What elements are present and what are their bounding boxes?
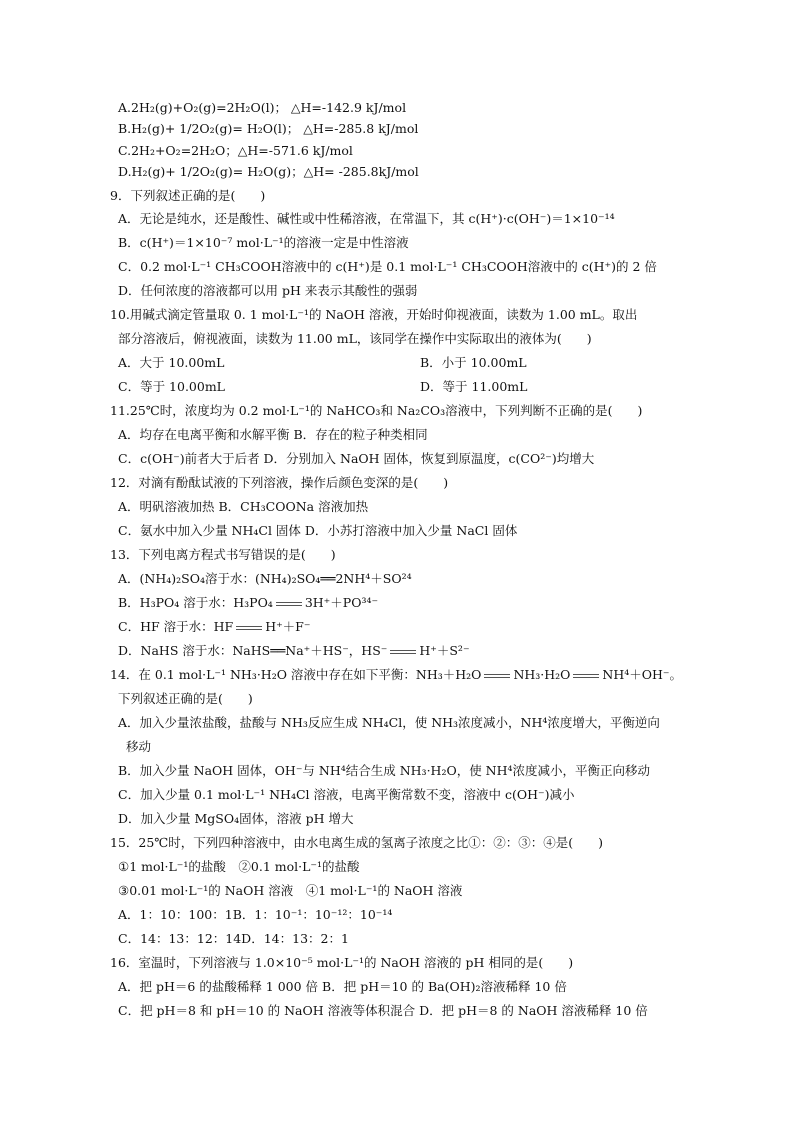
q15-options-cd: C．14：13：12：14D．14：13：2：1 [118,931,349,946]
q13-option-c [118,619,310,635]
q13-option-b-right: 3H⁺＋PO³⁴⁻ [304,595,379,610]
reversible-arrow-icon [390,649,416,655]
q14-option-c: C．加入少量 0.1 mol·L⁻¹ NH₄Cl 溶液，电离平衡常数不变，溶液中 c(OH⁻)减小 [118,787,575,802]
q9-option-c: C．0.2 mol·L⁻¹ CH₃COOH溶液中的 c(H⁺)是 0.1 mol·L⁻¹ CH₃COOH溶液中的 c(H⁺)的 2 倍 [118,259,657,274]
q10-option-d: D．等于 11.00mL [420,379,528,394]
q13-option-d [118,643,470,659]
q10-option-b: B．小于 10.00mL [420,355,527,370]
question-11: 11.25℃时，浓度均为 0.2 mol·L⁻¹的 NaHCO₃和 Na₂CO₃溶液中，下列判断不正确的是( ) [110,403,643,418]
q11-options-ab: A．均存在电离平衡和水解平衡 B．存在的粒子种类相同 [118,427,428,442]
q12-options-cd: C．氨水中加入少量 NH₄Cl 固体 D．小苏打溶液中加入少量 NaCl 固体 [118,523,518,538]
q13-option-d-right: H⁺＋S²⁻ [419,643,470,658]
q10-option-c: C．等于 10.00mL [118,379,225,394]
q13-option-c-left: C．HF 溶于水：HF [118,619,234,634]
question-10-line2: 部分溶液后，俯视液面，读数为 11.00 mL，该同学在操作中实际取出的液体为( ) [118,331,592,346]
q11-options-cd: C．c(OH⁻)前者大于后者 D．分别加入 NaOH 固体，恢复到原温度，c(CO²⁻)均增大 [118,451,595,466]
reversible-arrow-icon [276,601,302,607]
q9-option-a: A．无论是纯水，还是酸性、碱性或中性稀溶液，在常温下，其 c(H⁺)·c(OH⁻)＝1×10⁻¹⁴ [118,211,615,226]
q14-option-d: D．加入少量 MgSO₄固体，溶液 pH 增大 [118,811,354,826]
reversible-arrow-icon [573,673,599,679]
question-14-line1 [110,667,682,683]
reversible-arrow-icon [236,625,262,631]
q15-options-ab: A．1：10：100：1B．1：10⁻¹：10⁻¹²：10⁻¹⁴ [118,907,393,922]
option-a-line: A.2H₂(g)+O₂(g)=2H₂O(l)； △H=-142.9 kJ/mol [118,100,407,115]
q14-stem-part3: NH⁴＋OH⁻。 [602,667,683,682]
q9-option-b: B．c(H⁺)＝1×10⁻⁷ mol·L⁻¹的溶液一定是中性溶液 [118,235,409,250]
q13-option-c-right: H⁺＋F⁻ [265,619,311,634]
q14-option-a: A．加入少量浓盐酸，盐酸与 NH₃反应生成 NH₄Cl，使 NH₃浓度减小，NH⁴浓度增大，平衡逆向 [118,715,660,730]
question-9: 9．下列叙述正确的是( ) [110,188,266,203]
q13-option-d-left: D．NaHS 溶于水：NaHS══Na⁺＋HS⁻，HS⁻ [118,643,388,658]
question-10-line1: 10.用碱式滴定管量取 0. 1 mol·L⁻¹的 NaOH 溶液，开始时仰视液面，读数为 1.00 mL。取出 [110,307,638,322]
q16-options-cd: C．把 pH＝8 和 pH＝10 的 NaOH 溶液等体积混合 D．把 pH＝8 的 NaOH 溶液稀释 10 倍 [118,1003,648,1018]
q13-option-b-left: B．H₃PO₄ 溶于水：H₃PO₄ [118,595,273,610]
question-12: 12．对滴有酚酞试液的下列溶液，操作后颜色变深的是( ) [110,475,449,490]
q14-stem-part1: 14．在 0.1 mol·L⁻¹ NH₃·H₂O 溶液中存在如下平衡：NH₃＋H₂O [110,667,482,682]
q14-option-b: B．加入少量 NaOH 固体，OH⁻与 NH⁴结合生成 NH₃·H₂O，使 NH⁴浓度减小，平衡正向移动 [118,763,651,778]
q15-solutions-1: ①1 mol·L⁻¹的盐酸 ②0.1 mol·L⁻¹的盐酸 [118,859,360,874]
q10-option-a: A．大于 10.00mL [118,355,225,370]
q13-option-b [118,595,378,611]
q14-stem-part2: NH₃·H₂O [513,667,571,682]
option-d-line: D.H₂(g)+ 1/2O₂(g)= H₂O(g)；△H= -285.8kJ/mol [118,164,419,179]
reversible-arrow-icon [484,673,510,679]
question-15: 15．25℃时，下列四种溶液中，由水电离生成的氢离子浓度之比①：②：③：④是( ) [110,835,604,850]
q15-solutions-2: ③0.01 mol·L⁻¹的 NaOH 溶液 ④1 mol·L⁻¹的 NaOH 溶液 [118,883,463,898]
q14-option-a-cont: 移动 [126,739,152,754]
question-13: 13．下列电离方程式书写错误的是( ) [110,547,336,562]
option-b-line: B.H₂(g)+ 1/2O₂(g)= H₂O(l)； △H=-285.8 kJ/mol [118,121,419,136]
q13-option-a: A．(NH₄)₂SO₄溶于水：(NH₄)₂SO₄══2NH⁴＋SO²⁴ [118,571,412,586]
q16-options-ab: A．把 pH＝6 的盐酸稀释 1 000 倍 B．把 pH＝10 的 Ba(OH)₂溶液稀释 10 倍 [118,979,567,994]
q12-options-ab: A．明矾溶液加热 B．CH₃COONa 溶液加热 [118,499,369,514]
q9-option-d: D．任何浓度的溶液都可以用 pH 来表示其酸性的强弱 [118,283,418,298]
question-14-line2: 下列叙述正确的是( ) [118,691,253,706]
option-c-line: C.2H₂+O₂=2H₂O；△H=-571.6 kJ/mol [118,143,353,158]
question-16: 16．室温时，下列溶液与 1.0×10⁻⁵ mol·L⁻¹的 NaOH 溶液的 pH 相同的是( ) [110,955,574,970]
